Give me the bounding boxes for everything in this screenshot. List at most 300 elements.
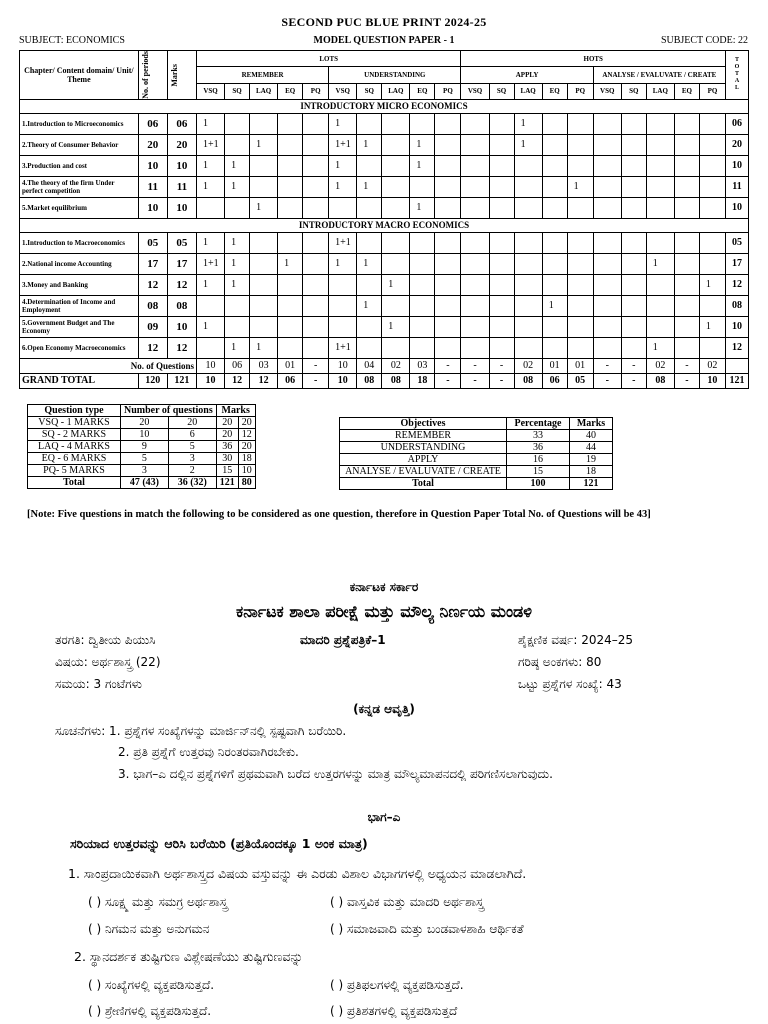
blueprint-cell [382,113,410,134]
blueprint-cell: 1 [225,253,250,274]
qtype-cell: 20 [168,417,216,429]
blueprint-cell [489,316,514,337]
subheader-cell: VSQ [329,83,357,99]
qtype-col-number: Number of questions [121,405,217,417]
blueprint-cell [489,337,514,358]
periods-cell: 11 [138,176,167,197]
blueprint-cell [196,295,224,316]
blueprint-cell [461,113,489,134]
blueprint-cell [435,113,461,134]
row-total: 17 [725,253,748,274]
blueprint-cell [567,197,593,218]
blueprint-cell [357,155,382,176]
blueprint-cell [621,113,646,134]
subheader-cell: LAQ [382,83,410,99]
blueprint-cell [699,253,725,274]
chapter-row [20,197,749,218]
qtype-cell: 15 [216,465,238,477]
marks-cell: 05 [167,232,196,253]
marks-cell: 17 [167,253,196,274]
blueprint-cell [303,113,329,134]
blueprint-cell [621,197,646,218]
blueprint-cell [593,197,621,218]
periods-cell: 06 [138,113,167,134]
blueprint-cell [674,253,699,274]
marks-cell: 11 [167,176,196,197]
chapter-name: 4.The theory of the firm Under perfect competition [20,176,139,197]
grand-total-cell: 06 [278,373,303,388]
objective-total-cell: 121 [570,478,613,490]
grand-total-cell: 10 [329,373,357,388]
q1-option-d: ( ) ಸಮಾಜವಾದಿ ಮತ್ತು ಬಂಡವಾಳಶಾಹಿ ಆರ್ಥಿಕತೆ [330,922,524,936]
q1-option-b: ( ) ವಾಸ್ತವಿಕ ಮತ್ತು ಮಾದರಿ ಅರ್ಥಶಾಸ್ತ್ರ [330,895,484,909]
row-total: 11 [725,176,748,197]
blueprint-cell [410,253,435,274]
blueprint-cell [593,155,621,176]
blueprint-cell [621,176,646,197]
subheader-cell: VSQ [593,83,621,99]
blueprint-cell [382,134,410,155]
blueprint-cell [278,295,303,316]
chapter-row [20,295,749,316]
qtype-cell: 12 [238,429,255,441]
blueprint-cell [646,274,674,295]
blueprint-cell: 1+1 [196,134,224,155]
objective-cell: 33 [507,430,570,442]
blueprint-cell [461,232,489,253]
blueprint-cell [621,316,646,337]
qtype-total-cell: 80 [238,477,255,489]
remember-header: REMEMBER [196,67,328,83]
blueprint-cell: 1 [410,134,435,155]
q1-option-a: ( ) ಸೂಕ್ಷ್ಮ ಮತ್ತು ಸಮಗ್ರ ಅರ್ಥಶಾಸ್ತ್ರ [88,895,228,909]
lots-header: LOTS [196,51,461,67]
board-heading: ಕರ್ನಾಟಕ ಶಾಲಾ ಪರೀಕ್ಷೆ ಮತ್ತು ಮೌಲ್ಯ ನಿರ್ಣಯ ಮಂಡಳಿ [236,602,532,621]
blueprint-cell [303,295,329,316]
blueprint-cell [461,155,489,176]
blueprint-cell [542,197,567,218]
marks-cell: 12 [167,274,196,295]
grand-total-periods: 120 [138,373,167,388]
questions-count-cell: 01 [567,358,593,373]
blueprint-cell: 1 [225,232,250,253]
blueprint-cell [410,337,435,358]
subject-kn: ವಿಷಯ: ಅರ್ಥಶಾಸ್ತ್ರ (22) [55,655,161,669]
section-instruction: ಸರಿಯಾದ ಉತ್ತರವನ್ನು ಆರಿಸಿ ಬರೆಯಿರಿ (ಪ್ರತಿಯೊಂದಕ್ಕೂ 1 ಅಂಕ ಮಾತ್ರ) [70,836,368,851]
page-title: SECOND PUC BLUE PRINT 2024-25 [281,15,487,29]
qtype-cell: 30 [216,453,238,465]
qtype-row [28,453,256,465]
blueprint-cell [303,274,329,295]
grand-total-cell: 06 [542,373,567,388]
blueprint-cell [514,316,542,337]
instruction-1: ಸೂಚನೆಗಳು: 1. ಪ್ರಶ್ನೆಗಳ ಸಂಖ್ಯೆಗಳನ್ನು ಮಾರ್ಜಿನ್‌ನಲ್ಲಿ ಸ್ಪಷ್ಟವಾಗಿ ಬರೆಯಿರಿ. [55,724,347,738]
blueprint-cell: 1 [225,176,250,197]
qtype-cell: PQ- 5 MARKS [28,465,121,477]
blueprint-cell: 1 [567,176,593,197]
blueprint-cell [278,316,303,337]
blueprint-cell [250,316,278,337]
qtype-cell: 18 [238,453,255,465]
blueprint-cell [461,253,489,274]
blueprint-cell [567,337,593,358]
periods-cell: 10 [138,155,167,176]
blueprint-cell [567,295,593,316]
row-total: 05 [725,232,748,253]
blueprint-cell [357,113,382,134]
blueprint-cell [489,113,514,134]
blueprint-cell [567,316,593,337]
blueprint-cell [489,232,514,253]
blueprint-cell [646,176,674,197]
grand-total-cell: - [593,373,621,388]
blueprint-cell [225,316,250,337]
col-total: T O T A L [725,51,748,100]
qtype-cell: 20 [238,441,255,453]
blueprint-cell: 1 [250,134,278,155]
blueprint-cell: 1 [357,295,382,316]
blueprint-cell [621,274,646,295]
periods-cell: 10 [138,197,167,218]
row-total: 12 [725,274,748,295]
blueprint-cell [674,134,699,155]
subheader-cell: SQ [489,83,514,99]
blueprint-cell [567,274,593,295]
subheader-cell: EQ [542,83,567,99]
chapter-row [20,316,749,337]
row-total: 10 [725,316,748,337]
questions-count-cell: 02 [699,358,725,373]
blueprint-cell [410,274,435,295]
section-title: INTRODUCTORY MACRO ECONOMICS [20,218,749,232]
qtype-cell: 10 [238,465,255,477]
objective-row [340,454,613,466]
objective-cell: UNDERSTANDING [340,442,507,454]
objective-cell: 40 [570,430,613,442]
time-label: ಸಮಯ: 3 ಗಂಟೆಗಳು [55,677,142,691]
blueprint-cell: 1 [329,155,357,176]
blueprint-cell: 1+1 [329,232,357,253]
subheader-cell: PQ [303,83,329,99]
qtype-col-marks: Marks [216,405,255,417]
blueprint-cell: 1 [225,337,250,358]
chapter-name: 5.Market equilibrium [20,197,139,218]
chapter-name: 3.Money and Banking [20,274,139,295]
blueprint-cell [542,113,567,134]
blueprint-cell [461,274,489,295]
blueprint-cell [382,155,410,176]
blueprint-cell [593,274,621,295]
blueprint-cell: 1 [196,274,224,295]
qtype-cell: 20 [216,429,238,441]
questions-count-total [725,358,748,373]
blueprint-cell [542,274,567,295]
blueprint-cell [646,197,674,218]
blueprint-cell [250,253,278,274]
grand-total-cell: - [621,373,646,388]
blueprint-cell: 1+1 [329,337,357,358]
questions-count-label: No. of Questions [20,358,197,373]
row-total: 06 [725,113,748,134]
blueprint-cell [621,253,646,274]
blueprint-cell [435,337,461,358]
chapter-name: 6.Open Economy Macroeconomics [20,337,139,358]
blueprint-cell [593,295,621,316]
grand-total-cell: - [674,373,699,388]
row-total: 08 [725,295,748,316]
blueprint-cell [382,337,410,358]
q2-option-c: ( ) ಶ್ರೇಣಿಗಳಲ್ಲಿ ವ್ಯಕ್ತಪಡಿಸುತ್ತದೆ. [88,1004,212,1018]
blueprint-cell [646,295,674,316]
blueprint-cell [621,155,646,176]
blueprint-cell [646,316,674,337]
instruction-3: 3. ಭಾಗ–ಎ ದಲ್ಲಿನ ಪ್ರಶ್ನೆಗಳಿಗೆ ಪ್ರಥಮವಾಗಿ ಬರೆದ ಉತ್ತರಗಳನ್ನು ಮಾತ್ರ ಮೌಲ್ಯಮಾಪನದಲ್ಲಿ ಪರಿಗಣಿಸಲಾಗುವುದು. [118,767,553,781]
blueprint-cell [329,197,357,218]
chapter-row [20,232,749,253]
blueprint-cell [278,113,303,134]
periods-cell: 08 [138,295,167,316]
blueprint-cell: 1 [646,253,674,274]
qtype-cell: 5 [168,441,216,453]
grand-total-cell: - [489,373,514,388]
grand-total-cell: 08 [382,373,410,388]
blueprint-cell [699,134,725,155]
blueprint-cell [329,316,357,337]
blueprint-cell [621,134,646,155]
blueprint-cell [250,176,278,197]
subheader-cell: PQ [567,83,593,99]
qtype-row [28,417,256,429]
subheader-cell: LAQ [514,83,542,99]
blueprint-cell: 1 [278,253,303,274]
marks-cell: 08 [167,295,196,316]
blueprint-cell [410,232,435,253]
blueprint-cell [621,232,646,253]
blueprint-cell [435,316,461,337]
blueprint-cell [461,316,489,337]
blueprint-cell [593,253,621,274]
blueprint-cell [410,316,435,337]
blueprint-cell [699,197,725,218]
blueprint-cell [674,176,699,197]
questions-count-cell: - [461,358,489,373]
qtype-total-cell: Total [28,477,121,489]
grand-total-label: GRAND TOTAL [20,373,139,388]
blueprint-cell [514,197,542,218]
blueprint-cell [303,176,329,197]
objective-cell: 44 [570,442,613,454]
obj-col-percentage: Percentage [507,418,570,430]
grand-total-cell: 08 [646,373,674,388]
chapter-row [20,253,749,274]
blueprint-cell [674,197,699,218]
qtype-cell: 9 [121,441,169,453]
questions-count-cell: 03 [410,358,435,373]
periods-cell: 12 [138,274,167,295]
blueprint-cell [196,197,224,218]
blueprint-cell [514,274,542,295]
questions-count-cell: 01 [278,358,303,373]
blueprint-cell [567,232,593,253]
blueprint-cell [303,134,329,155]
objective-cell: ANALYSE / EVALUVATE / CREATE [340,466,507,478]
chapter-name: 5.Government Budget and The Economy [20,316,139,337]
blueprint-cell [357,274,382,295]
periods-cell: 12 [138,337,167,358]
objective-cell: 16 [507,454,570,466]
blueprint-cell [674,337,699,358]
objective-cell: REMEMBER [340,430,507,442]
questions-count-cell: - [435,358,461,373]
blueprint-cell [514,232,542,253]
blueprint-cell [278,155,303,176]
blueprint-cell [514,176,542,197]
blueprint-cell [225,134,250,155]
blueprint-cell [278,176,303,197]
objective-row [340,430,613,442]
blueprint-cell: 1 [410,155,435,176]
blueprint-cell: 1 [514,113,542,134]
subheader-cell: SQ [621,83,646,99]
col-periods: No. of periods [140,51,150,99]
apply-header: APPLY [461,67,593,83]
subheader-cell: SQ [357,83,382,99]
blueprint-cell [357,197,382,218]
blueprint-cell [225,113,250,134]
subheader-cell: VSQ [196,83,224,99]
blueprint-cell [435,197,461,218]
blueprint-cell [489,176,514,197]
blueprint-cell: 1 [196,176,224,197]
grand-total-cell: 18 [410,373,435,388]
qtype-total-cell: 47 (43) [121,477,169,489]
marks-cell: 10 [167,197,196,218]
blueprint-cell [542,155,567,176]
subheader-cell: LAQ [250,83,278,99]
blueprint-cell: 1 [196,232,224,253]
understanding-header: UNDERSTANDING [329,67,461,83]
blueprint-cell [489,274,514,295]
blueprint-cell: 1 [646,337,674,358]
q2-option-b: ( ) ಪ್ರತಿಫಲಗಳಲ್ಲಿ ವ್ಯಕ್ತಪಡಿಸುತ್ತದೆ. [330,978,464,992]
blueprint-cell [250,295,278,316]
blueprint-cell [567,113,593,134]
blueprint-cell [410,295,435,316]
blueprint-cell: 1 [196,155,224,176]
row-total: 10 [725,155,748,176]
subheader-cell: SQ [225,83,250,99]
chapter-name: 1.Introduction to Microeconomics [20,113,139,134]
qtype-cell: 10 [121,429,169,441]
qtype-cell: 3 [121,465,169,477]
marks-cell: 20 [167,134,196,155]
blueprint-cell [542,134,567,155]
grand-total-cell: - [461,373,489,388]
blueprint-cell [461,337,489,358]
blueprint-cell [593,232,621,253]
qtype-total-cell: 121 [216,477,238,489]
blueprint-cell [196,337,224,358]
objectives-table [339,417,613,490]
chapter-name: 4.Determination of Income and Employment [20,295,139,316]
objective-cell: APPLY [340,454,507,466]
blueprint-cell [699,232,725,253]
blueprint-cell [435,253,461,274]
blueprint-cell [410,176,435,197]
instruction-2: 2. ಪ್ರತಿ ಪ್ರಶ್ನೆಗೆ ಉತ್ತರವು ನಿರಂತರವಾಗಿರಬೇಕು. [118,745,299,759]
paper-label: MODEL QUESTION PAPER - 1 [313,35,455,46]
questions-count-cell: 06 [225,358,250,373]
blueprint-cell [621,337,646,358]
blueprint-cell [303,337,329,358]
objective-row [340,466,613,478]
blueprint-cell [542,232,567,253]
blueprint-cell [646,232,674,253]
blueprint-cell [674,232,699,253]
blueprint-cell: 1 [196,316,224,337]
blueprint-cell: 1 [382,316,410,337]
blueprint-cell [435,274,461,295]
blueprint-cell [461,134,489,155]
blueprint-cell [593,134,621,155]
blueprint-cell [329,295,357,316]
grand-total-row [20,373,749,388]
blueprint-cell: 1 [699,316,725,337]
blueprint-cell [489,134,514,155]
blueprint-cell [514,155,542,176]
blueprint-cell [567,155,593,176]
questions-count-row [20,358,749,373]
subject-code: SUBJECT CODE: 22 [660,35,748,46]
objective-cell: 19 [570,454,613,466]
grand-total-cell: 10 [699,373,725,388]
blueprint-cell [435,232,461,253]
subheader-cell: EQ [410,83,435,99]
questions-count-cell: 02 [382,358,410,373]
objective-cell: 36 [507,442,570,454]
periods-cell: 09 [138,316,167,337]
subheader-cell: PQ [435,83,461,99]
qtype-cell: SQ - 2 MARKS [28,429,121,441]
qtype-cell: 5 [121,453,169,465]
qtype-cell: 36 [216,441,238,453]
blueprint-cell [567,134,593,155]
part-a-heading: ಭಾಗ–ಎ [367,810,401,824]
blueprint-cell [461,197,489,218]
blueprint-cell [542,176,567,197]
questions-count-cell: - [593,358,621,373]
grand-total-marks: 121 [167,373,196,388]
qtype-row [28,441,256,453]
hots-header: HOTS [461,51,726,67]
blueprint-cell [278,197,303,218]
blueprint-cell: 1+1 [329,134,357,155]
section-row [20,99,749,113]
blueprint-cell: 1 [225,274,250,295]
blueprint-cell: 1+1 [196,253,224,274]
grand-total-cell: - [303,373,329,388]
marks-cell: 12 [167,337,196,358]
chapter-name: 1.Introduction to Macroeconomics [20,232,139,253]
blueprint-cell: 1 [196,113,224,134]
question-1: 1. ಸಾಂಪ್ರದಾಯಿಕವಾಗಿ ಅರ್ಥಶಾಸ್ತ್ರದ ವಿಷಯ ವಸ್ತುವನ್ನು ಈ ಎರಡು ವಿಶಾಲ ವಿಭಾಗಗಳಲ್ಲಿ ಅಧ್ಯಯನ ಮಾಡಲಾಗಿದೆ. [68,866,527,881]
qtype-cell: 20 [216,417,238,429]
row-total: 20 [725,134,748,155]
blueprint-cell: 1 [410,197,435,218]
qtype-total-cell: 36 (32) [168,477,216,489]
blueprint-cell [674,155,699,176]
qtype-cell: 6 [168,429,216,441]
